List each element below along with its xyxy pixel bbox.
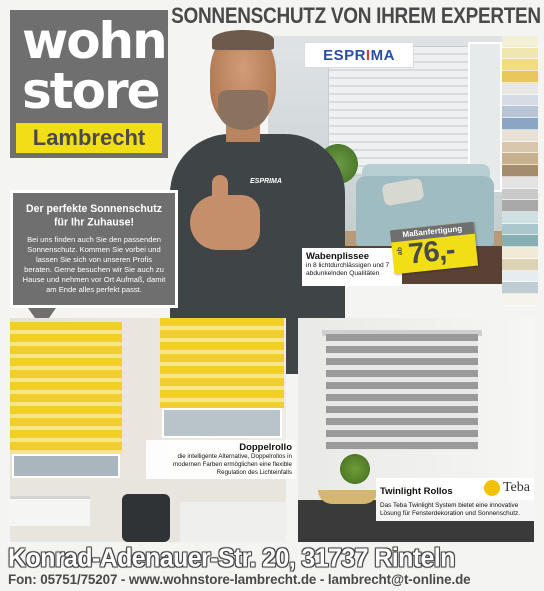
color-swatch: [502, 142, 538, 154]
color-swatch: [502, 130, 538, 142]
wooden-bowl: [318, 490, 378, 504]
herb-plant: [340, 454, 370, 484]
color-swatch: [502, 212, 538, 224]
price-badge-heading: Maßanfertigung: [390, 222, 475, 243]
esprima-logo-part3: MA: [370, 47, 395, 64]
wabenplissee-text: in 8 lichtdurchlässigen und 7 abdunkelnden Qualitäten: [306, 262, 390, 277]
thumbs-up-icon: [212, 175, 228, 205]
color-swatch: [502, 271, 538, 283]
yellow-double-blind-right: [160, 318, 284, 408]
color-swatch: [502, 224, 538, 236]
wabenplissee-label: [302, 246, 405, 286]
doppelrollo-title: Doppelrollo: [239, 442, 292, 453]
color-swatch: [502, 282, 538, 294]
window-right: [162, 408, 282, 438]
color-swatch: [502, 59, 538, 71]
color-swatch: [502, 83, 538, 95]
logo-text-store: store: [22, 62, 159, 120]
teba-logo-text: Teba: [502, 480, 530, 495]
chair: [122, 494, 170, 542]
man-arm: [190, 195, 260, 250]
wabenplissee-title: Wabenplissee: [306, 251, 370, 262]
color-swatch: [502, 71, 538, 83]
color-swatch-strip: [502, 36, 538, 306]
window-left: [12, 454, 120, 478]
esprima-logo-part2: I: [365, 47, 371, 64]
color-swatch: [502, 235, 538, 247]
color-swatch: [502, 247, 538, 259]
footer: [0, 544, 544, 591]
twinlight-title: Twinlight Rollos: [380, 486, 453, 497]
color-swatch: [502, 106, 538, 118]
man-beard: [218, 90, 268, 130]
doppelrollo-photo: [10, 318, 292, 542]
price-badge: [390, 222, 478, 275]
color-swatch: [502, 259, 538, 271]
man-hair: [212, 30, 274, 50]
color-swatch: [502, 189, 538, 201]
twinlight-photo: [298, 318, 534, 542]
logo-text-lambrecht: Lambrecht: [16, 123, 162, 153]
shirt-logo: ESPRIMA: [250, 178, 282, 185]
color-swatch: [502, 118, 538, 130]
doppelrollo-label: [146, 440, 296, 479]
color-swatch: [502, 36, 538, 48]
esprima-logo-part1: ESPR: [323, 47, 366, 64]
twinlight-label: [376, 478, 534, 521]
price-prefix: ab: [396, 246, 405, 256]
page-headline: SONNENSCHUTZ VON IHREM EXPERTEN: [171, 4, 541, 29]
speech-title: Der perfekte Sonnenschutz für Ihr Zuhause!: [26, 202, 162, 229]
teba-logo: [484, 480, 530, 496]
color-swatch: [502, 177, 538, 189]
color-swatch: [502, 48, 538, 60]
logo-text-wohn: wohn: [22, 12, 166, 70]
yellow-double-blind-left: [10, 322, 122, 454]
doppelrollo-text: die intelligente Alternative, Doppelrollos in modernen Farben ermöglichen eine flexible Regulation des Lichteinfalls: [172, 453, 292, 476]
store-address: Konrad-Adenauer-Str. 20, 31737 Rinteln: [8, 543, 455, 573]
twinlight-blind: [326, 334, 478, 450]
contact-line: Fon: 05751/75207 - www.wohnstore-lambrecht.de - lambrecht@t-online.de: [8, 572, 471, 587]
color-swatch: [502, 294, 538, 306]
teba-dot-icon: [484, 480, 500, 496]
price-value: 76,-: [406, 233, 456, 271]
wohnstore-logo: [10, 10, 168, 158]
speech-body: Bei uns finden auch Sie den passenden Sonnenschutz. Kommen Sie vorbei und lassen Sie sich von unseren Profis beraten. Gerne besuchen wir Sie auch zu Hause und nehmen vor Ort Aufmaß, damit am Ende alles perfekt passt.: [22, 235, 166, 294]
color-swatch: [502, 200, 538, 212]
color-swatch: [502, 165, 538, 177]
table-right: [180, 502, 286, 542]
speech-box: [10, 190, 178, 308]
color-swatch: [502, 95, 538, 107]
table-left: [10, 496, 90, 526]
color-swatch: [502, 153, 538, 165]
twinlight-text: Das Teba Twinlight System bietet eine innovative Lösung für Fensterdekoration und Sonnenschutz.: [380, 502, 520, 517]
